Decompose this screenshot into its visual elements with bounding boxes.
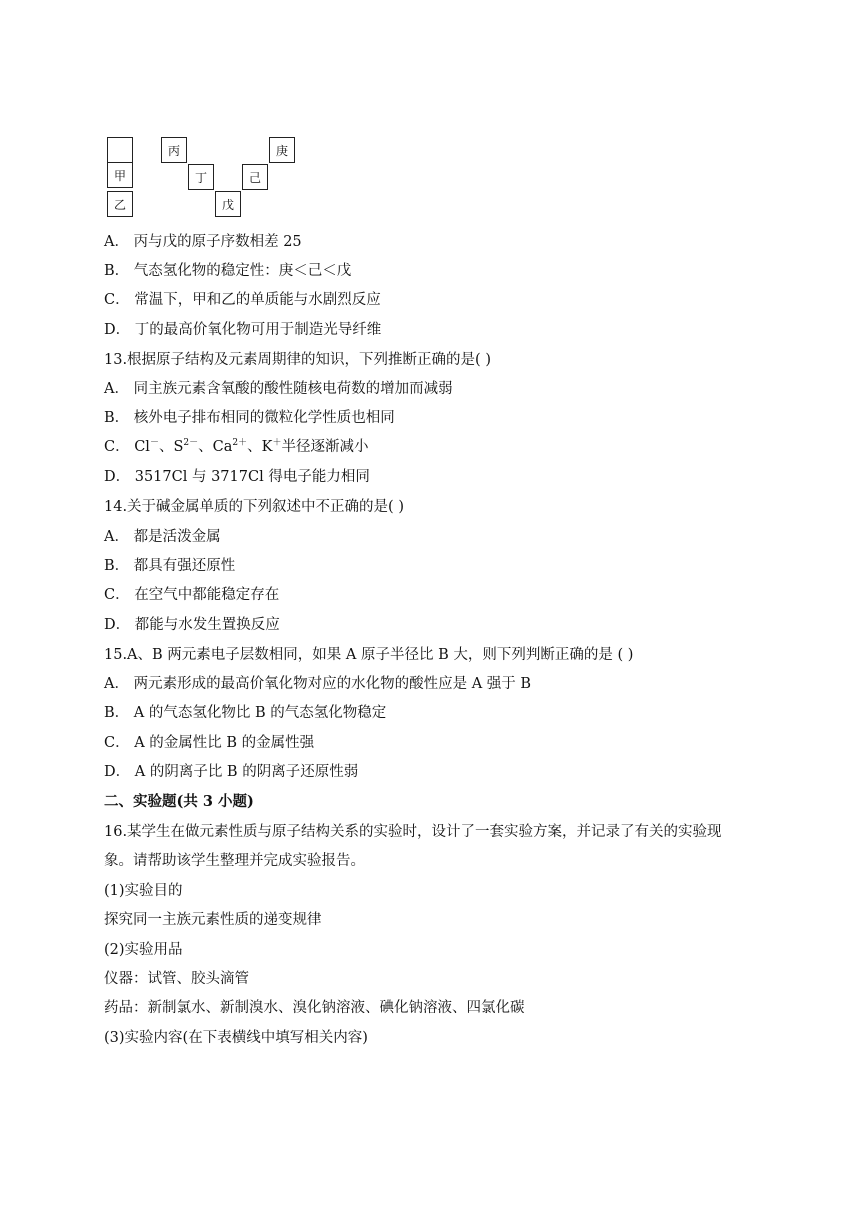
q12-option-c: C． 常温下，甲和乙的单质能与水剧烈反应 (104, 292, 381, 308)
q16-part2-instruments: 仪器：试管、胶头滴管 (104, 971, 249, 987)
q13-c-k-charge: ＋ (272, 438, 282, 449)
q15-option-d: D． A 的阴离子比 B 的阴离子还原性弱 (104, 764, 359, 780)
q13-option-c (104, 437, 368, 457)
grid-cell-wu: 戊 (215, 191, 241, 217)
q13-option-a: A． 同主族元素含氧酸的酸性随核电荷数的增加而减弱 (104, 381, 453, 397)
q16-part2-title: (2)实验用品 (104, 942, 183, 958)
q12-option-d: D． 丁的最高价氧化物可用于制造光导纤维 (104, 322, 382, 338)
q13-option-b: B． 核外电子排布相同的微粒化学性质也相同 (104, 410, 395, 426)
q13-c-cl-charge: － (149, 438, 159, 449)
q14-stem: 14.关于碱金属单质的下列叙述中不正确的是( ) (104, 499, 404, 515)
grid-cell-empty (107, 137, 133, 163)
grid-cell-yi: 乙 (107, 191, 133, 217)
grid-cell-ji: 己 (242, 164, 268, 190)
q16-part1-title: (1)实验目的 (104, 883, 183, 899)
q14-option-a: A． 都是活泼金属 (104, 529, 221, 545)
grid-cell-ding: 丁 (188, 164, 214, 190)
q13-option-d: D． 3517Cl 与 3717Cl 得电子能力相同 (104, 469, 370, 485)
q12-option-a: A． 丙与戊的原子序数相差 25 (104, 234, 302, 250)
q13-c-prefix: C． Cl (104, 439, 150, 455)
q13-c-k: 、K (247, 439, 273, 455)
q13-c-ca-charge: 2＋ (232, 438, 248, 449)
q13-stem: 13.根据原子结构及元素周期律的知识，下列推断正确的是( ) (104, 352, 491, 368)
q14-option-c: C． 在空气中都能稳定存在 (104, 587, 280, 603)
q13-c-s: 、S (158, 439, 184, 455)
q16-stem-line2: 象。请帮助该学生整理并完成实验报告。 (104, 853, 365, 869)
q13-c-suffix: 半径逐渐减小 (281, 439, 369, 455)
grid-cell-bing: 丙 (161, 137, 187, 163)
q16-part3-title: (3)实验内容(在下表横线中填写相关内容) (104, 1030, 368, 1046)
q13-c-ca: 、Ca (198, 439, 233, 455)
q15-option-b: B． A 的气态氢化物比 B 的气态氢化物稳定 (104, 705, 387, 721)
q15-stem: 15.A、B 两元素电子层数相同，如果 A 原子半径比 B 大，则下列判断正确的是 ( ) (104, 647, 634, 663)
q14-option-b: B． 都具有强还原性 (104, 558, 236, 574)
q15-option-a: A． 两元素形成的最高价氧化物对应的水化物的酸性应是 A 强于 B (104, 676, 532, 692)
q12-option-b: B． 气态氢化物的稳定性：庚＜己＜戊 (104, 263, 352, 279)
grid-cell-jia: 甲 (107, 162, 133, 188)
q15-option-c: C． A 的金属性比 B 的金属性强 (104, 735, 315, 751)
section-title-experiments: 二、实验题(共 3 小题) (104, 793, 254, 810)
q16-part1-body: 探究同一主族元素性质的递变规律 (104, 912, 322, 928)
q14-option-d: D． 都能与水发生置换反应 (104, 617, 280, 633)
grid-cell-geng: 庚 (269, 137, 295, 163)
q16-part2-reagents: 药品：新制氯水、新制溴水、溴化钠溶液、碘化钠溶液、四氯化碳 (104, 1000, 525, 1016)
q13-c-s-charge: 2－ (183, 438, 199, 449)
q16-stem-line1: 16.某学生在做元素性质与原子结构关系的实验时，设计了一套实验方案，并记录了有关的实验现 (104, 824, 722, 840)
